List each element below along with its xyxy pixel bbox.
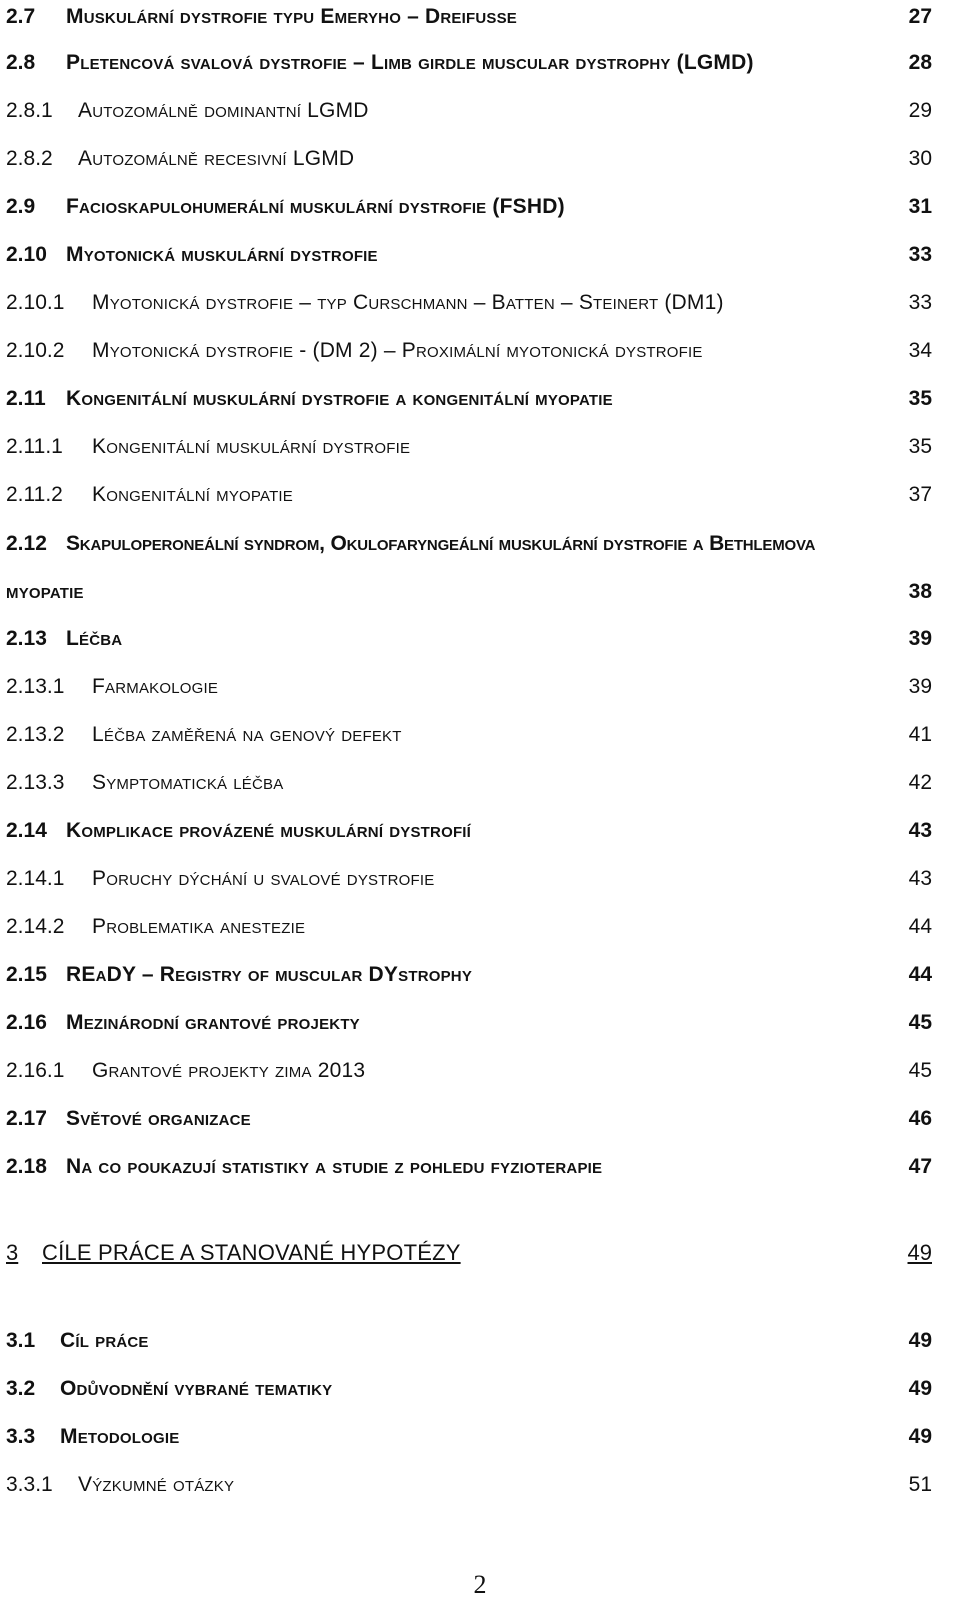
entry-number: 2.14.2 — [6, 915, 65, 938]
entry-number: 2.8 — [6, 51, 36, 74]
toc-entry[interactable] — [6, 958, 932, 988]
entry-title: Léčba — [66, 627, 123, 650]
toc-entry-continuation[interactable] — [6, 575, 932, 605]
entry-page: 28 — [908, 51, 932, 74]
entry-number: 3.3.1 — [6, 1473, 53, 1496]
entry-title: Kongenitální muskulární dystrofie a kongenitální myopatie — [66, 387, 613, 410]
entry-title: Myotonická dystrofie - (DM 2) – Proximální myotonická dystrofie — [92, 339, 703, 362]
toc-entry[interactable] — [6, 622, 932, 652]
toc-entry[interactable] — [6, 1150, 932, 1180]
entry-page: 34 — [908, 339, 932, 362]
entry-number: 2.9 — [6, 195, 36, 218]
entry-title: Symptomatická léčba — [92, 771, 284, 794]
toc-entry[interactable] — [6, 0, 932, 30]
toc-entry[interactable] — [6, 382, 932, 412]
entry-page: 49 — [908, 1377, 932, 1400]
entry-title: Myotonická muskulární dystrofie — [66, 243, 378, 266]
entry-page: 39 — [908, 675, 932, 698]
entry-title: Cíl práce — [60, 1329, 149, 1352]
toc-entry[interactable] — [6, 190, 932, 220]
entry-number: 2.13.2 — [6, 723, 65, 746]
entry-page: 49 — [908, 1329, 932, 1352]
entry-title: myopatie — [6, 580, 84, 603]
entry-number: 2.11.1 — [6, 435, 63, 458]
entry-number: 2.13.1 — [6, 675, 65, 698]
toc-entry[interactable] — [6, 430, 932, 460]
toc-entry[interactable] — [6, 670, 932, 700]
toc-entry[interactable] — [6, 478, 932, 508]
entry-page: 29 — [908, 99, 932, 122]
toc-entry[interactable] — [6, 766, 932, 796]
toc-entry[interactable] — [6, 1420, 932, 1450]
entry-title: Skapuloperoneální syndrom, Okulofaryngeální muskulární dystrofie a Bethlemova — [66, 532, 816, 555]
entry-number: 3.3 — [6, 1425, 36, 1448]
entry-title: Výzkumné otázky — [78, 1473, 235, 1496]
entry-number: 2.8.1 — [6, 99, 53, 122]
toc-entry[interactable] — [6, 1324, 932, 1354]
entry-page: 27 — [908, 5, 932, 28]
entry-page: 43 — [908, 819, 932, 842]
toc-entry[interactable] — [6, 142, 932, 172]
entry-title: Kongenitální myopatie — [92, 483, 294, 506]
toc-entry[interactable] — [6, 94, 932, 124]
entry-title: Léčba zaměřená na genový defekt — [92, 723, 402, 746]
entry-page: 38 — [908, 580, 932, 603]
entry-page: 35 — [908, 387, 932, 410]
toc-entry[interactable] — [6, 334, 932, 364]
entry-number: 2.14.1 — [6, 867, 65, 890]
entry-title: Světové organizace — [66, 1107, 251, 1130]
entry-number: 3.2 — [6, 1377, 36, 1400]
entry-page: 33 — [908, 291, 932, 314]
entry-page: 33 — [908, 243, 932, 266]
entry-number: 2.18 — [6, 1155, 47, 1178]
entry-title: Muskulární dystrofie typu Emeryho – Dreifusse — [66, 5, 517, 28]
page-number: 2 — [473, 1570, 487, 1599]
entry-number: 2.10.1 — [6, 291, 65, 314]
entry-page: 44 — [908, 963, 932, 986]
entry-title: Farmakologie — [92, 675, 219, 698]
entry-page: 43 — [908, 867, 932, 890]
chapter-number: 3 — [6, 1240, 19, 1265]
entry-title: Autozomálně dominantní LGMD — [78, 99, 369, 122]
toc-entry[interactable] — [6, 46, 932, 76]
entry-number: 2.17 — [6, 1107, 47, 1130]
entry-title: Na co poukazují statistiky a studie z pohledu fyzioterapie — [66, 1155, 603, 1178]
entry-page: 41 — [908, 723, 932, 746]
entry-number: 2.16.1 — [6, 1059, 65, 1082]
entry-title: Pletencová svalová dystrofie – Limb girdle muscular dystrophy (LGMD) — [66, 51, 754, 74]
entry-page: 47 — [908, 1155, 932, 1178]
toc-entry[interactable] — [6, 286, 932, 316]
entry-title: REaDY – Registry of muscular DYstrophy — [66, 963, 473, 986]
entry-title: Komplikace provázené muskulární dystrofií — [66, 819, 472, 842]
toc-entry[interactable] — [6, 814, 932, 844]
entry-title: Problematika anestezie — [92, 915, 306, 938]
entry-page: 45 — [908, 1011, 932, 1034]
entry-page: 49 — [908, 1425, 932, 1448]
toc-entry[interactable] — [6, 862, 932, 892]
entry-title: Autozomálně recesivní LGMD — [78, 147, 355, 170]
entry-number: 2.13.3 — [6, 771, 65, 794]
toc-entry[interactable] — [6, 718, 932, 748]
toc-entry[interactable] — [6, 1054, 932, 1084]
entry-number: 2.14 — [6, 819, 47, 842]
entry-page: 31 — [908, 195, 932, 218]
entry-page: 37 — [908, 483, 932, 506]
entry-page: 46 — [908, 1107, 932, 1130]
entry-title: Myotonická dystrofie – typ Curschmann – Batten – Steinert (DM1) — [92, 291, 724, 314]
entry-number: 2.10.2 — [6, 339, 65, 362]
entry-number: 2.13 — [6, 627, 47, 650]
entry-title: Metodologie — [60, 1425, 180, 1448]
toc-entry[interactable] — [6, 238, 932, 268]
toc-entry[interactable] — [6, 1006, 932, 1036]
toc-entry[interactable] — [6, 1102, 932, 1132]
toc-entry[interactable] — [6, 910, 932, 940]
entry-page: 45 — [908, 1059, 932, 1082]
entry-page: 42 — [908, 771, 932, 794]
entry-title: Mezinárodní grantové projekty — [66, 1011, 360, 1034]
entry-page: 39 — [908, 627, 932, 650]
entry-number: 3.1 — [6, 1329, 36, 1352]
entry-title: Poruchy dýchání u svalové dystrofie — [92, 867, 435, 890]
entry-number: 2.15 — [6, 963, 47, 986]
toc-entry[interactable] — [6, 527, 932, 557]
entry-page: 30 — [908, 147, 932, 170]
entry-number: 2.16 — [6, 1011, 47, 1034]
entry-page: 44 — [908, 915, 932, 938]
entry-page: 35 — [908, 435, 932, 458]
entry-number: 2.8.2 — [6, 147, 53, 170]
entry-title: Kongenitální muskulární dystrofie — [92, 435, 411, 458]
toc-entry[interactable] — [6, 1468, 932, 1498]
toc-entry[interactable] — [6, 1372, 932, 1402]
entry-number: 2.11.2 — [6, 483, 63, 506]
entry-title: Facioskapulohumerální muskulární dystrofie (FSHD) — [66, 195, 565, 218]
entry-number: 2.12 — [6, 532, 47, 555]
chapter-page: 49 — [907, 1240, 932, 1265]
entry-page: 51 — [908, 1473, 932, 1496]
entry-title: Odůvodnění vybrané tematiky — [60, 1377, 333, 1400]
entry-number: 2.10 — [6, 243, 47, 266]
chapter-title: CÍLE PRÁCE A STANOVANÉ HYPOTÉZY — [42, 1240, 461, 1265]
entry-number: 2.11 — [6, 387, 46, 410]
toc-chapter-entry[interactable] — [6, 1236, 932, 1266]
entry-number: 2.7 — [6, 5, 36, 28]
entry-title: Grantové projekty zima 2013 — [92, 1059, 366, 1082]
